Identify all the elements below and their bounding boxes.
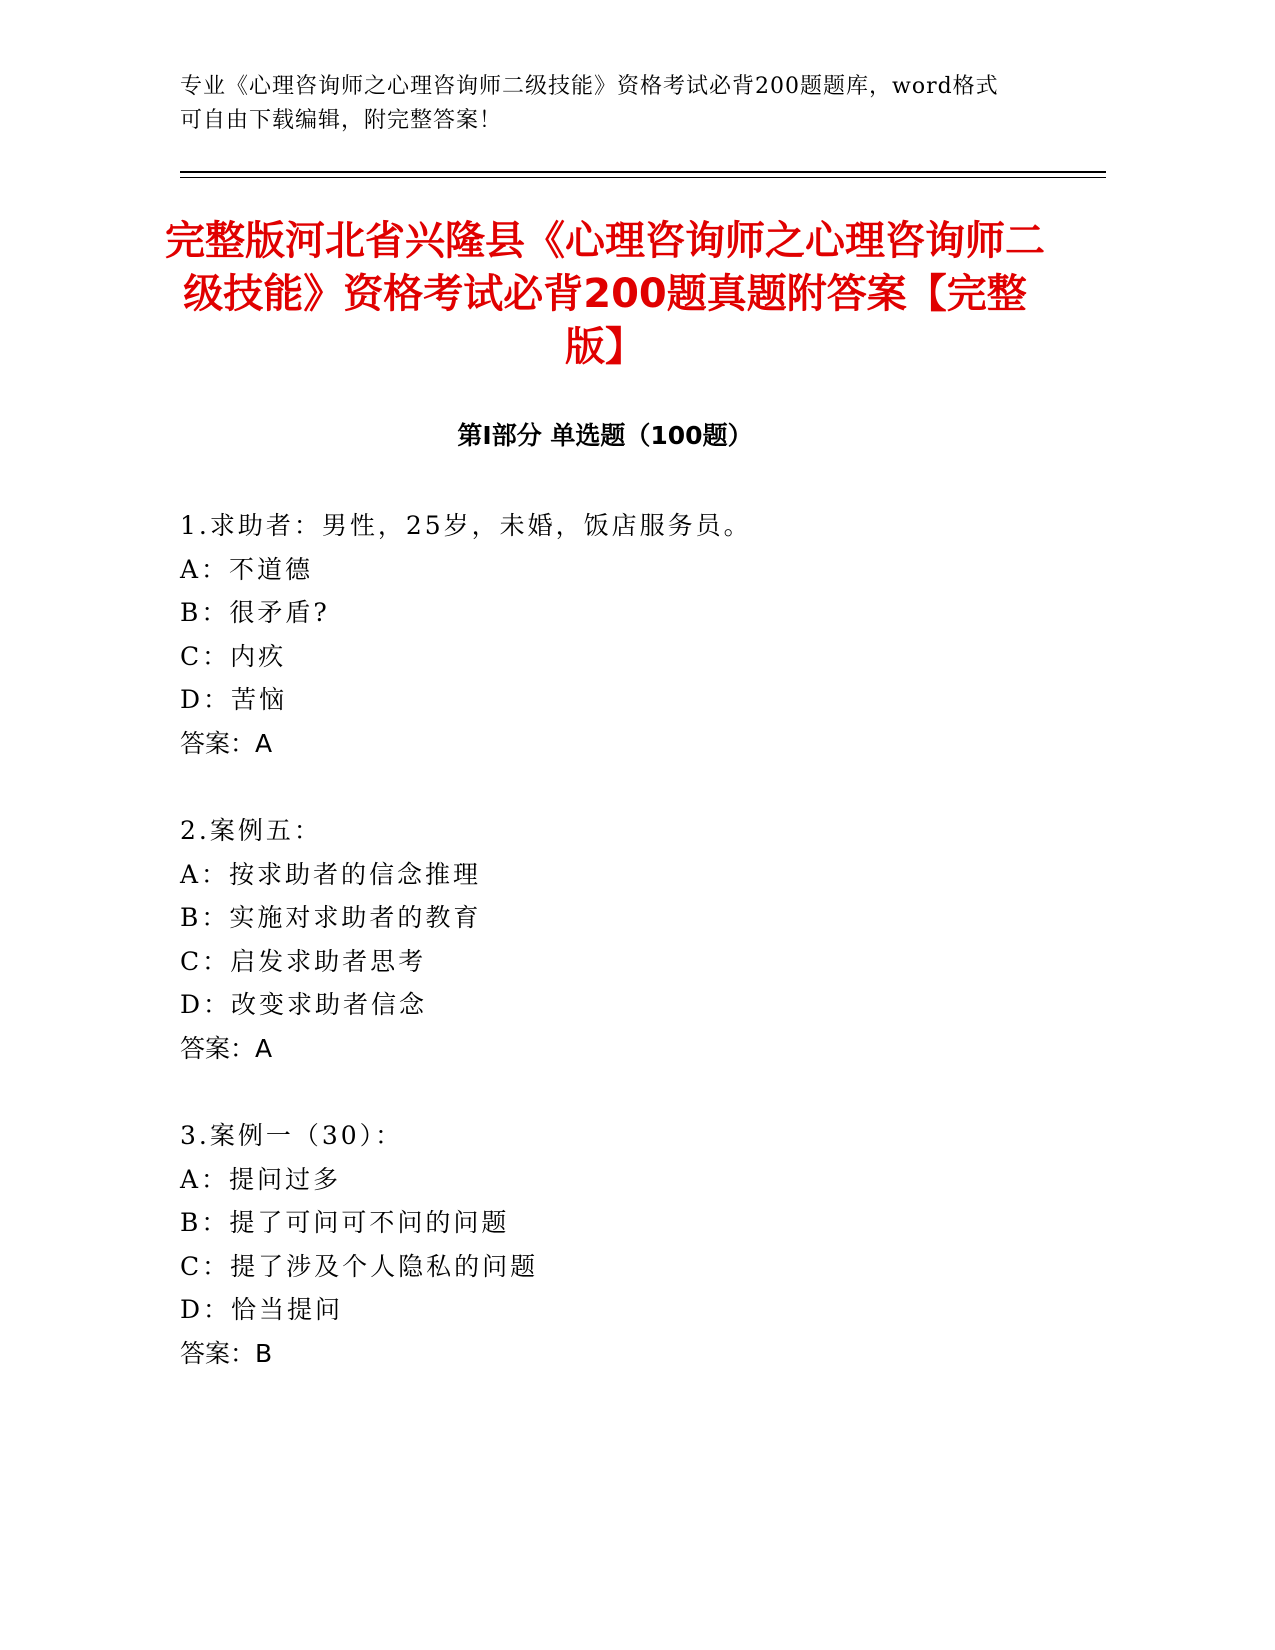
option-a: A：提问过多 xyxy=(180,1164,342,1194)
option-b: B：很矛盾? xyxy=(180,598,330,627)
option-d: D：改变求助者信念 xyxy=(180,990,428,1019)
question-stem: 3.案例一（30）： xyxy=(180,1121,404,1150)
header-divider-thin xyxy=(180,177,1106,178)
question-item xyxy=(180,809,1080,1070)
answer-line: 答案：B xyxy=(180,1338,273,1368)
option-a: A：不道德 xyxy=(180,554,314,584)
option-b: B：提了可问可不问的问题 xyxy=(180,1208,510,1237)
document-title: 完整版河北省兴隆县《心理咨询师之心理咨询师二级技能》资格考试必背200题真题附答案【完整版】 xyxy=(165,218,1045,370)
answer-line: 答案：A xyxy=(180,1033,273,1063)
question-item xyxy=(180,1114,1080,1375)
section-title: 第Ⅰ部分 单选题（100题） xyxy=(457,421,753,450)
header-note xyxy=(180,70,1060,138)
option-c: C：启发求助者思考 xyxy=(180,946,427,976)
question-stem: 1.求助者：男性，25岁，未婚，饭店服务员。 xyxy=(180,511,752,540)
option-c: C：提了涉及个人隐私的问题 xyxy=(180,1251,539,1281)
option-a: A：按求助者的信念推理 xyxy=(180,859,482,889)
option-b: B：实施对求助者的教育 xyxy=(180,903,482,932)
header-divider-thick xyxy=(180,171,1106,173)
answer-line: 答案：A xyxy=(180,728,273,758)
option-d: D：恰当提问 xyxy=(180,1295,344,1324)
question-stem: 2.案例五： xyxy=(180,816,322,845)
header-note-line-1: 专业《心理咨询师之心理咨询师二级技能》资格考试必背200题题库，word格式 xyxy=(180,74,999,99)
option-c: C：内疚 xyxy=(180,641,287,671)
option-d: D：苦恼 xyxy=(180,685,288,714)
question-item xyxy=(180,504,1080,765)
header-note-line-2: 可自由下载编辑，附完整答案！ xyxy=(180,108,503,133)
